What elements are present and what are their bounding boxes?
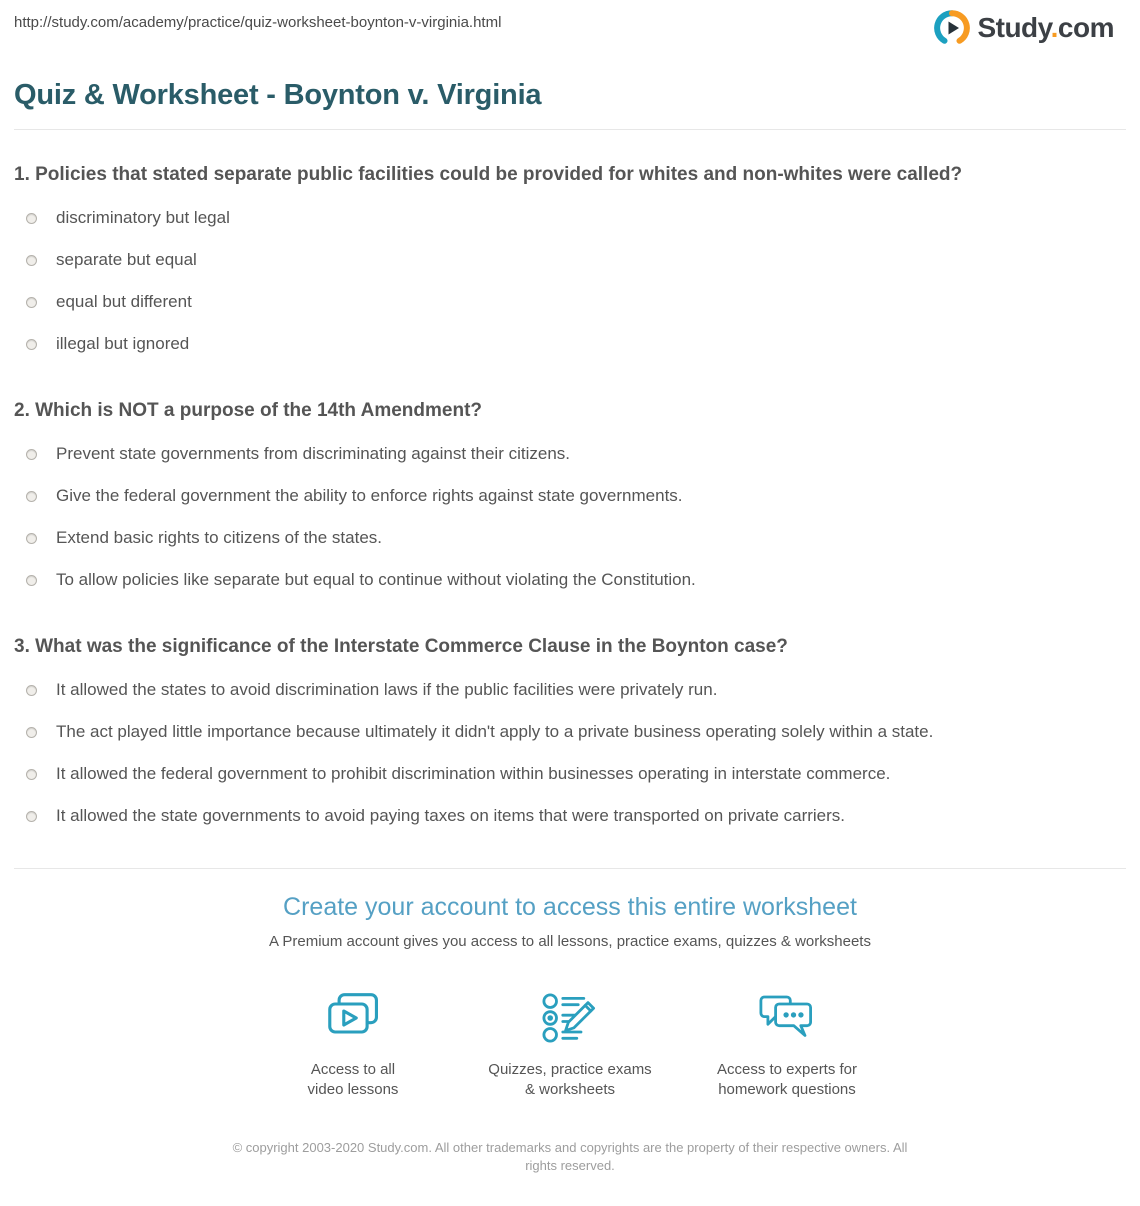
answer-option[interactable]: The act played little importance because ultimately it didn't apply to a private business operating solely within a state. <box>14 722 1126 742</box>
create-account-subheading: A Premium account gives you access to all lessons, practice exams, quizzes & worksheets <box>14 933 1126 950</box>
create-account-section <box>14 893 1126 1206</box>
studycom-logo-icon <box>934 10 970 46</box>
answer-option[interactable]: discriminatory but legal <box>14 208 1126 228</box>
radio-button[interactable] <box>26 685 37 696</box>
radio-button[interactable] <box>26 811 37 822</box>
radio-button[interactable] <box>26 339 37 350</box>
copyright-notice: © copyright 2003-2020 Study.com. All other trademarks and copyrights are the property of their respective owners. All rights reserved. <box>217 1139 923 1206</box>
quizzes-worksheets-icon <box>462 990 679 1051</box>
logo-dot: . <box>1051 12 1058 43</box>
answer-option[interactable]: It allowed the state governments to avoid paying taxes on items that were transported on private carriers. <box>14 806 1126 826</box>
title-divider <box>14 129 1126 130</box>
header <box>14 0 1126 46</box>
video-lessons-icon <box>245 990 462 1051</box>
feature-video-lessons <box>245 990 462 1101</box>
question-3 <box>14 636 1126 826</box>
radio-button[interactable] <box>26 575 37 586</box>
answer-option[interactable]: equal but different <box>14 292 1126 312</box>
answer-option[interactable]: It allowed the federal government to prohibit discrimination within businesses operating in interstate commerce. <box>14 764 1126 784</box>
radio-button[interactable] <box>26 297 37 308</box>
create-account-heading[interactable]: Create your account to access this entire worksheet <box>14 893 1126 922</box>
answer-option[interactable]: Prevent state governments from discriminating against their citizens. <box>14 444 1126 464</box>
feature-quizzes-worksheets <box>462 990 679 1101</box>
page-title: Quiz & Worksheet - Boynton v. Virginia <box>14 79 1126 112</box>
feature-label: Access to all video lessons <box>245 1060 462 1101</box>
section-divider <box>14 868 1126 869</box>
answer-option[interactable]: separate but equal <box>14 250 1126 270</box>
answer-option[interactable]: To allow policies like separate but equal to continue without violating the Constitution. <box>14 570 1126 590</box>
page-url: http://study.com/academy/practice/quiz-worksheet-boynton-v-virginia.html <box>14 10 501 31</box>
question-text: 3. What was the significance of the Interstate Commerce Clause in the Boynton case? <box>14 636 1126 658</box>
premium-features <box>14 990 1126 1101</box>
answer-option[interactable]: Give the federal government the ability to enforce rights against state governments. <box>14 486 1126 506</box>
question-1 <box>14 164 1126 354</box>
radio-button[interactable] <box>26 213 37 224</box>
question-text: 2. Which is NOT a purpose of the 14th Amendment? <box>14 400 1126 422</box>
studycom-logo[interactable] <box>934 10 1114 46</box>
answer-option[interactable]: Extend basic rights to citizens of the states. <box>14 528 1126 548</box>
question-2 <box>14 400 1126 590</box>
feature-label: Quizzes, practice exams & worksheets <box>462 1060 679 1101</box>
feature-label: Access to experts for homework questions <box>679 1060 896 1101</box>
feature-expert-help <box>679 990 896 1101</box>
radio-button[interactable] <box>26 533 37 544</box>
quiz-questions <box>14 164 1126 826</box>
radio-button[interactable] <box>26 255 37 266</box>
answer-option[interactable]: illegal but ignored <box>14 334 1126 354</box>
experts-chat-icon <box>679 990 896 1051</box>
answer-option[interactable]: It allowed the states to avoid discrimination laws if the public facilities were privately run. <box>14 680 1126 700</box>
radio-button[interactable] <box>26 727 37 738</box>
radio-button[interactable] <box>26 769 37 780</box>
radio-button[interactable] <box>26 491 37 502</box>
radio-button[interactable] <box>26 449 37 460</box>
question-text: 1. Policies that stated separate public facilities could be provided for whites and non-whites were called? <box>14 164 1126 186</box>
studycom-logo-text: Study.com <box>977 10 1114 46</box>
